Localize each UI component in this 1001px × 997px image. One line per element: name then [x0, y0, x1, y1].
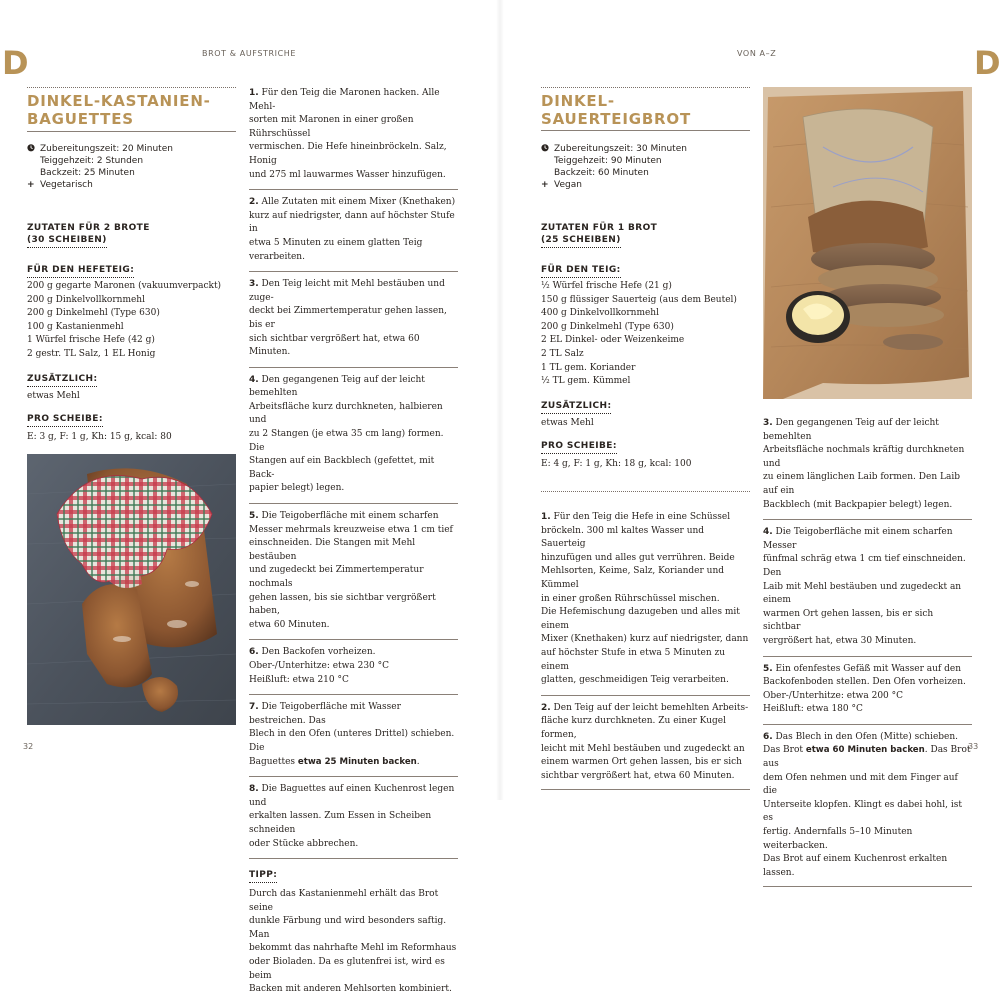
step-4: 4. Den gegangenen Teig auf der leicht bemehlten Arbeitsfläche kurz durchkneten, halbieren und zu 2 Stangen (je etwa 35 cm lang) formen. Die Stangen auf ein Backblech (gefettet, mit Back- papier belegt) legen. — [249, 374, 444, 494]
chapter-letter: D — [2, 44, 29, 82]
list-item: 100 g Kastanienmehl — [27, 321, 124, 332]
right-page — [500, 0, 1001, 878]
step-3: 3. Den Teig leicht mit Mehl bestäuben und zuge- deckt bei Zimmertemperatur gehen lassen, bis er sich sichtbar vergrößert hat, etwa 60 Minuten. — [249, 279, 447, 358]
dotted-divider — [541, 87, 750, 88]
divider — [249, 367, 458, 368]
page-number: 33 — [968, 742, 979, 751]
recipe-title — [27, 92, 236, 128]
chapter-letter: D — [974, 44, 1001, 82]
facts-diet: + Vegetarisch — [27, 180, 93, 190]
divider — [27, 131, 236, 132]
sourdough-bread-photo — [763, 87, 972, 399]
step-5: 5. Ein ofenfestes Gefäß mit Wasser auf den Backofenboden stellen. Den Ofen vorheizen. Ober-/Unterhitze: etwa 200 °C Heißluft: etwa 180 °C — [763, 663, 966, 715]
list-item: ½ TL gem. Kümmel — [541, 376, 631, 387]
plus-icon: + — [27, 180, 35, 190]
step-6: 6. Den Backofen vorheizen. Ober-/Unterhitze: etwa 230 °C Heißluft: etwa 210 °C — [249, 647, 390, 685]
extra-heading: ZUSÄTZLICH: — [541, 400, 611, 414]
dough-heading: FÜR DEN HEFETEIG: — [27, 264, 134, 278]
divider — [763, 724, 972, 725]
divider — [249, 694, 458, 695]
book-gutter — [496, 0, 504, 800]
extra-list — [541, 417, 594, 431]
dotted-divider — [541, 491, 750, 492]
plus-icon: + — [541, 180, 549, 190]
list-item: etwas Mehl — [27, 391, 80, 401]
recipe-title-line: BAGUETTES — [27, 110, 134, 128]
recipe-title-line: DINKEL-KASTANIEN- — [27, 92, 211, 110]
recipe-title — [541, 92, 750, 128]
list-item: 200 g Dinkelmehl (Type 630) — [541, 321, 674, 332]
divider — [541, 789, 750, 790]
step-8: 8. Die Baguettes auf einen Kuchenrost legen und erkalten lassen. Zum Essen in Scheiben schneiden oder Stücke abbrechen. — [249, 784, 455, 849]
recipe-title-line: DINKEL-SAUERTEIGBROT — [541, 92, 691, 128]
facts-diet: + Vegan — [541, 180, 582, 190]
step-7: 7. Die Teigoberfläche mit Wasser bestreichen. Das Blech in den Ofen (unteres Drittel) schieben. Die Baguettes etwa 25 Minuten backen. — [249, 702, 455, 767]
divider — [763, 886, 972, 887]
dotted-divider — [27, 87, 236, 88]
running-head: BROT & AUFSTRICHE — [202, 49, 297, 58]
tip-heading: TIPP: — [249, 869, 458, 883]
running-head: VON A–Z — [737, 49, 777, 58]
list-item: 2 TL Salz — [541, 348, 584, 359]
per-slice-heading: PRO SCHEIBE: — [541, 440, 617, 454]
per-slice-heading: PRO SCHEIBE: — [27, 413, 103, 427]
step-2: 2. Alle Zutaten mit einem Mixer (Knethaken) kurz auf niedrigster, dann auf höchster Stufe in etwa 5 Minuten zu einem glatten Teig verarbeiten. — [249, 197, 456, 262]
step-4: 4. Die Teigoberfläche mit einem scharfen Messer fünfmal schräg etwa 1 cm tief einschneiden. Den Laib mit Mehl bestäuben und zugedeckt an einem warmen Ort gehen lassen, bis er sich sichtbar vergrößert hat, etwa 30 Minuten. — [763, 527, 966, 646]
list-item: 150 g flüssiger Sauerteig (aus dem Beutel) — [541, 294, 737, 305]
step-1: 1. Für den Teig die Maronen hacken. Alle Mehl- sorten mit Maronen in einer großen Rührschüssel vermischen. Die Hefe hineinbröckeln. Salz, Honig und 275 ml lauwarmes Wasser hinzufügen. — [249, 88, 447, 180]
step-2: 2. Den Teig auf der leicht bemehlten Arbeits- fläche kurz durchkneten. Zu einer Kugel formen, leicht mit Mehl bestäuben und zugedeckt an einem warmen Ort gehen lassen, bis er sich sichtbar vergrößert hat, etwa 60 Minuten. — [541, 702, 749, 781]
ingredients-heading: ZUTATEN FÜR 1 BROT (25 SCHEIBEN) — [541, 222, 657, 248]
nutrition-value: E: 4 g, F: 1 g, Kh: 18 g, kcal: 100 — [541, 459, 692, 469]
divider — [541, 130, 750, 131]
page-number: 32 — [23, 742, 34, 751]
dough-ingredient-list — [541, 280, 750, 389]
divider — [249, 189, 458, 190]
steps-column — [541, 511, 750, 790]
divider — [249, 271, 458, 272]
list-item: 1 Würfel frische Hefe (42 g) — [27, 335, 155, 346]
divider — [541, 695, 750, 696]
steps-column — [249, 87, 458, 997]
steps-column-right — [763, 417, 972, 887]
left-page — [0, 0, 500, 995]
divider — [249, 639, 458, 640]
facts-time: Zubereitungszeit: 20 Minuten Teiggehzeit: 2 Stunden Backzeit: 25 Minuten — [27, 143, 236, 179]
list-item: 2 EL Dinkel- oder Weizenkeime — [541, 335, 685, 346]
list-item: 400 g Dinkelvollkornmehl — [541, 308, 659, 319]
list-item: 200 g Dinkelvollkornmehl — [27, 294, 145, 305]
facts-time: Zubereitungszeit: 30 Minuten Teiggehzeit: 90 Minuten Backzeit: 60 Minuten — [541, 143, 750, 179]
step-3: 3. Den gegangenen Teig auf der leicht bemehlten Arbeitsfläche nochmals kräftig durchkneten und zu einem länglichen Laib formen. Den Laib auf ein Backblech (mit Backpapier belegt) legen. — [763, 418, 965, 510]
extra-heading: ZUSÄTZLICH: — [27, 373, 97, 387]
list-item: 200 g Dinkelmehl (Type 630) — [27, 308, 160, 319]
dough-ingredient-list — [27, 280, 236, 362]
recipe-facts — [541, 143, 750, 191]
clock-icon — [541, 143, 549, 152]
divider — [249, 858, 458, 859]
ingredients-heading: ZUTATEN FÜR 2 BROTE (30 SCHEIBEN) — [27, 222, 150, 248]
step-5: 5. Die Teigoberfläche mit einem scharfen Messer mehrmals kreuzweise etwa 1 cm tief einschneiden. Die Stangen mit Mehl bestäuben und zugedeckt bei Zimmertemperatur nochmals gehen lassen, bis sie sichtbar vergrößert haben, etwa 60 Minuten. — [249, 511, 453, 630]
divider — [249, 776, 458, 777]
clock-icon — [27, 143, 35, 152]
step-6: 6. Das Blech in den Ofen (Mitte) schieben. Das Brot etwa 60 Minuten backen. Das Brot aus dem Ofen nehmen und mit dem Finger auf die Unterseite klopfen. Klingt es dabei hohl, ist es fertig. Andernfalls 5–10 Minuten weiterbacken. Das Brot auf einem Kuchenrost erkalten lassen. — [763, 731, 971, 878]
list-item: ½ Würfel frische Hefe (21 g) — [541, 281, 672, 291]
extra-list — [27, 390, 80, 404]
nutrition-value: E: 3 g, F: 1 g, Kh: 15 g, kcal: 80 — [27, 432, 172, 442]
divider — [763, 656, 972, 657]
recipe-facts — [27, 143, 236, 191]
list-item: 2 gestr. TL Salz, 1 EL Honig — [27, 348, 156, 359]
dough-heading: FÜR DEN TEIG: — [541, 264, 621, 278]
list-item: 200 g gegarte Maronen (vakuumverpackt) — [27, 281, 222, 291]
divider — [763, 519, 972, 520]
divider — [249, 503, 458, 504]
baguette-photo — [27, 454, 236, 725]
step-1: 1. Für den Teig die Hefe in eine Schüssel bröckeln. 300 ml kaltes Wasser und Sauerteig hinzufügen und alles gut verrühren. Beide Mehlsorten, Keime, Salz, Koriander und Kümmel in einer großen Rührschüssel mischen. Die Hefemischung dazugeben und alles mit einem Mixer (Knethaken) kurz auf niedrigster, dann auf höchster Stufe in etwa 5 Minuten zu einem glatten, geschmeidigen Teig verarbeiten. — [541, 512, 749, 686]
list-item: 1 TL gem. Koriander — [541, 362, 636, 373]
tip-text: Durch das Kastanienmehl erhält das Brot seine dunkle Färbung und wird besonders saftig. Man bekommt das nahrhafte Mehl im Reformhaus oder Bioladen. Da es glutenfrei ist, wird es beim Backen mit anderen Mehlsorten kombiniert. — [249, 889, 457, 995]
list-item: etwas Mehl — [541, 418, 594, 428]
